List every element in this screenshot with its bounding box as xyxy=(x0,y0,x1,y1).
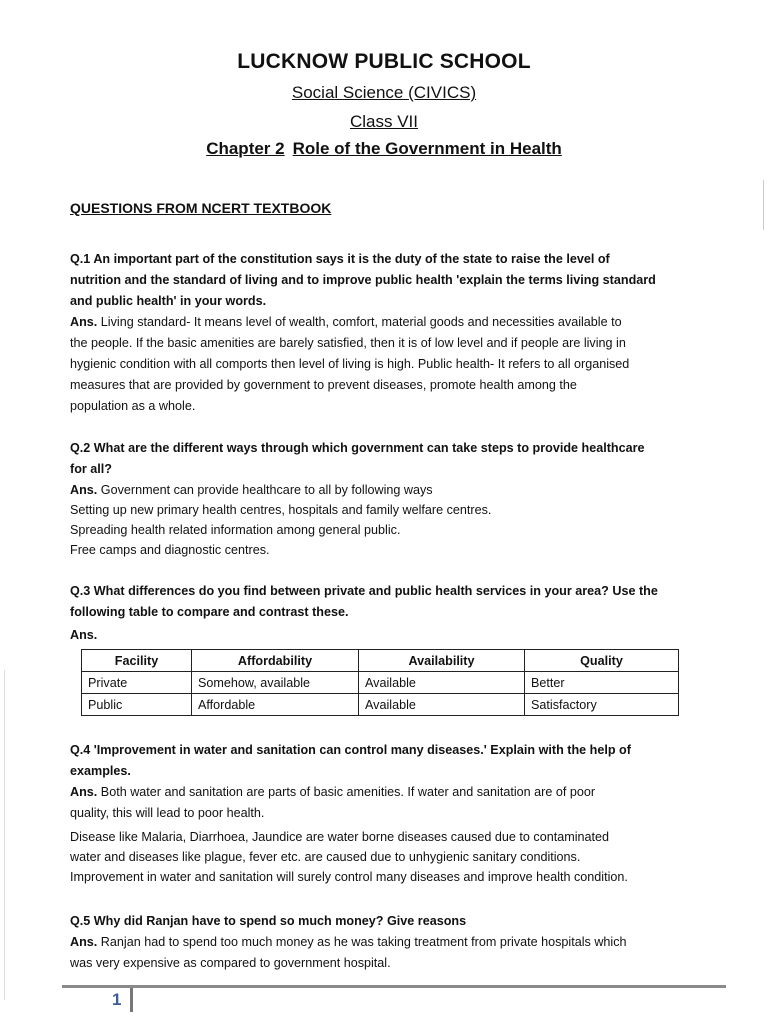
q1-question-line: Q.1 An important part of the constitution says it is the duty of the state to raise the level of xyxy=(70,252,610,266)
table-cell: Satisfactory xyxy=(525,694,679,716)
page-number-divider xyxy=(130,988,133,1012)
chapter-heading xyxy=(0,139,768,159)
school-name: LUCKNOW PUBLIC SCHOOL xyxy=(237,50,531,73)
q2-answer-line: Spreading health related information among general public. xyxy=(70,523,401,537)
table-header-cell: Quality xyxy=(525,650,679,672)
table-cell: Private xyxy=(82,672,192,694)
comparison-table xyxy=(81,649,679,716)
answer-label: Ans. xyxy=(70,315,98,329)
table-header-cell: Affordability xyxy=(192,650,359,672)
q2-answer-line: Setting up new primary health centres, hospitals and family welfare centres. xyxy=(70,503,492,517)
q2-question-line: for all? xyxy=(70,462,112,476)
table-cell: Available xyxy=(359,694,525,716)
q5-question-line: Q.5 Why did Ranjan have to spend so much money? Give reasons xyxy=(70,914,467,928)
answer-label: Ans. xyxy=(70,785,98,799)
table-cell: Affordable xyxy=(192,694,359,716)
question-2 xyxy=(70,438,715,560)
question-3 xyxy=(70,581,715,646)
question-4 xyxy=(70,740,715,887)
q2-answer-line: Ans. Government can provide healthcare to all by following ways xyxy=(70,483,433,497)
q1-question-line: nutrition and the standard of living and to improve public health 'explain the terms living standard xyxy=(70,273,656,287)
question-1 xyxy=(70,249,715,417)
q3-question-line: following table to compare and contrast these. xyxy=(70,605,349,619)
q1-answer-line: Ans. Living standard- It means level of wealth, comfort, material goods and necessities available to xyxy=(70,315,622,329)
q2-question-line: Q.2 What are the different ways through which government can take steps to provide healthcare xyxy=(70,441,645,455)
table-header-cell: Availability xyxy=(359,650,525,672)
q5-answer-line: Ans. Ranjan had to spend too much money as he was taking treatment from private hospitals which xyxy=(70,935,627,949)
answer-label: Ans. xyxy=(70,935,98,949)
q3-question-line: Q.3 What differences do you find between private and public health services in your area? Use the xyxy=(70,584,658,598)
table-header-row xyxy=(82,650,679,672)
q1-question-line: and public health' in your words. xyxy=(70,294,267,308)
section-title: QUESTIONS FROM NCERT TEXTBOOK xyxy=(70,200,332,216)
table-header-cell: Facility xyxy=(82,650,192,672)
answer-label: Ans. xyxy=(70,628,98,642)
q1-answer-line: the people. If the basic amenities are barely satisfied, then it is of low level and if people are living in xyxy=(70,336,626,350)
class-label: Class VII xyxy=(349,112,419,131)
page-number: 1 xyxy=(112,990,122,1009)
q4-answer-line: water and diseases like plague, fever etc. are caused due to unhygienic sanitary conditions. xyxy=(70,850,581,864)
table-cell: Public xyxy=(82,694,192,716)
q4-question-line: examples. xyxy=(70,764,131,778)
chapter-title: Role of the Government in Health xyxy=(292,139,562,158)
table-cell: Better xyxy=(525,672,679,694)
question-5 xyxy=(70,911,715,974)
q2-answer-line: Free camps and diagnostic centres. xyxy=(70,543,270,557)
scan-edge-line xyxy=(4,670,5,1000)
q5-answer-line: was very expensive as compared to government hospital. xyxy=(70,956,391,970)
scan-edge-line xyxy=(763,180,764,230)
chapter-number: Chapter 2 xyxy=(206,139,285,158)
q4-answer-line: Disease like Malaria, Diarrhoea, Jaundice are water borne diseases caused due to contaminated xyxy=(70,830,610,844)
q4-question-line: Q.4 'Improvement in water and sanitation can control many diseases.' Explain with the help of xyxy=(70,743,631,757)
q1-answer-line: measures that are provided by government to prevent diseases, promote health among the xyxy=(70,378,577,392)
q4-answer-line: quality, this will lead to poor health. xyxy=(70,806,265,820)
subject-title: Social Science (CIVICS) xyxy=(291,83,477,102)
table-row xyxy=(82,672,679,694)
q1-answer-line: population as a whole. xyxy=(70,399,196,413)
table-cell: Somehow, available xyxy=(192,672,359,694)
answer-label: Ans. xyxy=(70,483,98,497)
table-row xyxy=(82,694,679,716)
q4-answer-line: Improvement in water and sanitation will surely control many diseases and improve health condition. xyxy=(70,870,628,884)
q4-answer-line: Ans. Both water and sanitation are parts of basic amenities. If water and sanitation are of poor xyxy=(70,785,596,799)
table-cell: Available xyxy=(359,672,525,694)
footer-divider xyxy=(62,985,726,988)
q1-answer-line: hygienic condition with all comports then level of living is high. Public health- It refers to all organised xyxy=(70,357,630,371)
